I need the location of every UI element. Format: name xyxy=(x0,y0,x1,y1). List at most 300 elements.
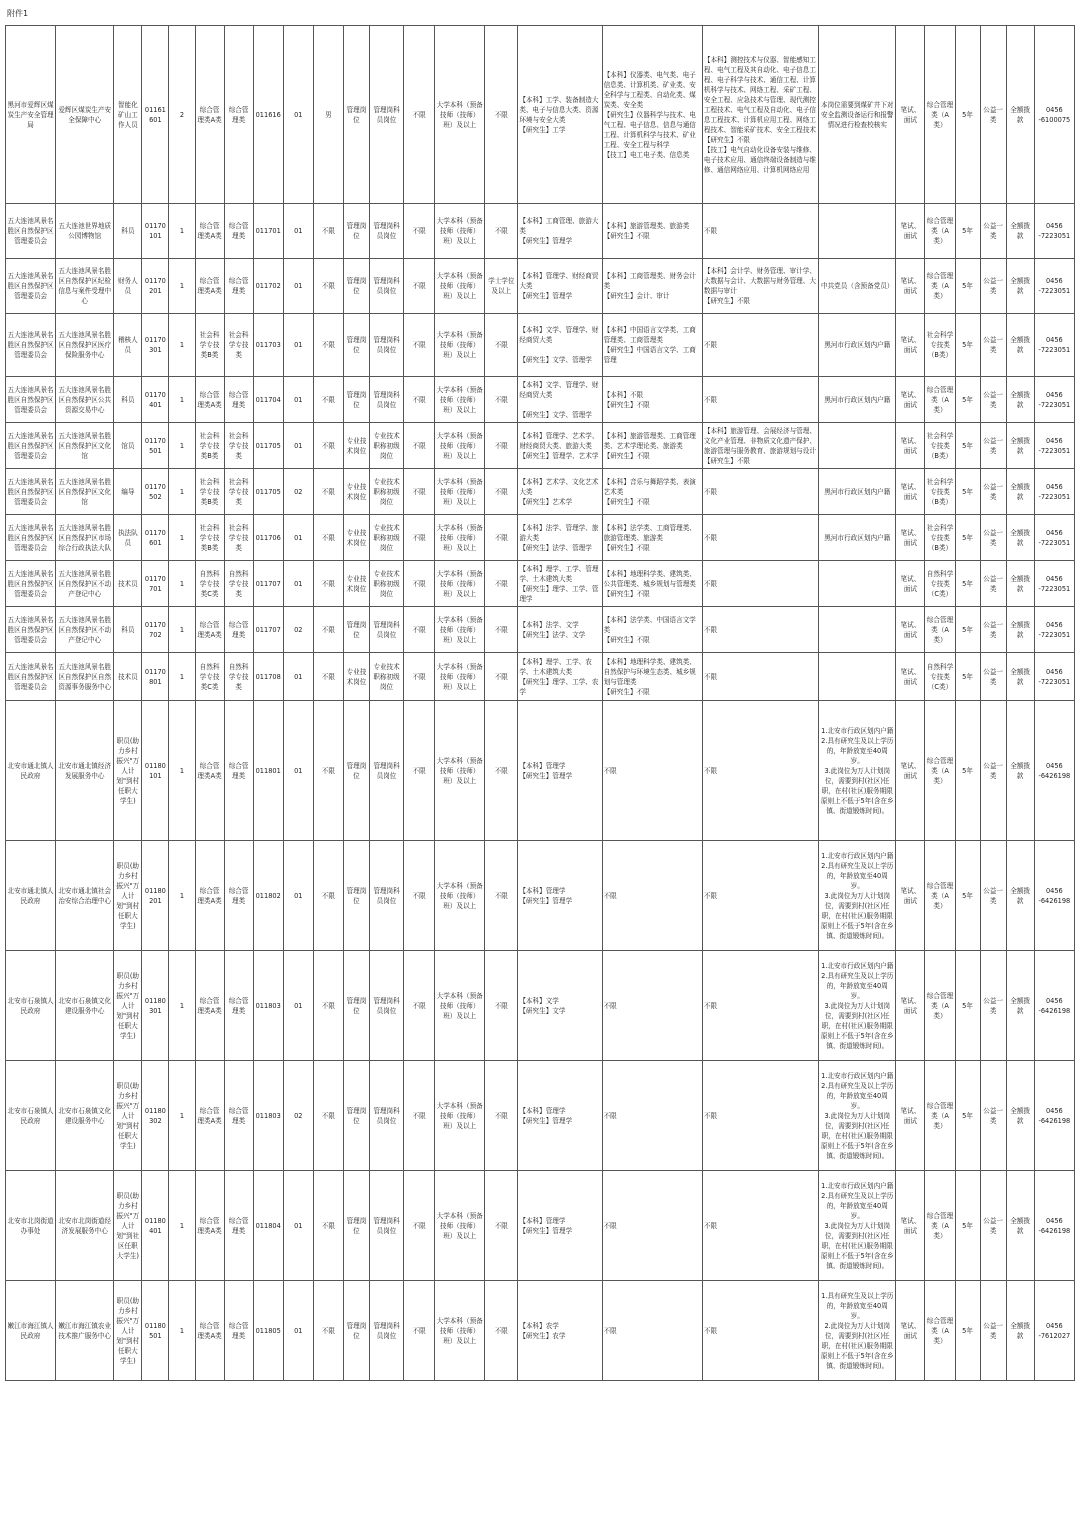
table-cell: 【本科】旅游管理类、旅游类 【研究生】不限 xyxy=(602,204,702,259)
table-row xyxy=(6,515,1075,561)
table-cell: 五大连池风景名胜区自然保护区管理委员会 xyxy=(6,259,56,314)
table-cell: 专业技术职称初级岗位 xyxy=(369,653,403,701)
table-cell: 0456 -6100075 xyxy=(1034,26,1074,204)
table-cell: 管理岗科员岗位 xyxy=(369,259,403,314)
annex-label: 附件1 xyxy=(7,9,29,18)
table-cell: 不限 xyxy=(485,1171,518,1281)
table-cell: 【本科】文学、管理学、财经商贸大类 【研究生】文学、管理学 xyxy=(518,377,602,423)
table-cell: 【本科】管理学 【研究生】管理学 xyxy=(518,1171,602,1281)
table-cell: 不限 xyxy=(313,951,343,1061)
table-cell: 不限 xyxy=(404,561,435,607)
table-row xyxy=(6,951,1075,1061)
table-cell: 综合管理类（A类） xyxy=(925,701,955,841)
table-cell: 职员(助力乡村振兴"万人计划"到村任职大学生) xyxy=(114,841,142,951)
table-cell: 公益一类 xyxy=(980,26,1006,204)
table-cell: 【本科】工商管理类、财务会计类 【研究生】会计、审计 xyxy=(602,259,702,314)
table-cell: 全额拨款 xyxy=(1006,377,1034,423)
table-cell: 专业技术岗位 xyxy=(343,515,369,561)
table-cell: 管理岗科员岗位 xyxy=(369,377,403,423)
table-cell: 01 xyxy=(283,1171,313,1281)
table-cell: 011707 xyxy=(253,607,283,653)
table-cell: 稽核人员 xyxy=(114,314,142,377)
table-cell: 社会科学专技类B类 xyxy=(195,469,224,515)
table-row xyxy=(6,1171,1075,1281)
table-cell: 公益一类 xyxy=(980,515,1006,561)
table-row xyxy=(6,1281,1075,1381)
table-row xyxy=(6,314,1075,377)
table-cell: 0456 -7223051 xyxy=(1034,607,1074,653)
table-cell: 社会科学专技类（B类） xyxy=(925,423,955,469)
table-cell: 不限 xyxy=(702,469,818,515)
table-cell: 01 xyxy=(283,377,313,423)
table-cell: 【本科】不限 【研究生】不限 xyxy=(602,377,702,423)
table-cell: 大学本科（预备技师（技师）班）及以上 xyxy=(435,314,485,377)
table-cell: 学士学位及以上 xyxy=(485,259,518,314)
table-cell: 011701 xyxy=(253,204,283,259)
table-cell: 职员(助力乡村振兴"万人计划"到社区任职大学生) xyxy=(114,1171,142,1281)
table-cell: 管理岗位 xyxy=(343,841,369,951)
table-cell: 01170601 xyxy=(142,515,169,561)
table-cell: 不限 xyxy=(313,701,343,841)
table-cell: 五大连池风景名胜区自然保护区管理委员会 xyxy=(6,515,56,561)
table-cell: 全额拨款 xyxy=(1006,423,1034,469)
table-cell: 0456 -6426198 xyxy=(1034,951,1074,1061)
table-cell: 公益一类 xyxy=(980,1171,1006,1281)
table-cell: 【本科】会计学、财务管理、审计学、大数据与会计、大数据与财务管理、大数据与审计 【研究生】不限 xyxy=(702,259,818,314)
table-cell: 综合管理类A类 xyxy=(195,204,224,259)
table-cell: 大学本科（预备技师（技师）班）及以上 xyxy=(435,423,485,469)
table-cell: 笔试、面试 xyxy=(896,1171,925,1281)
table-cell: 不限 xyxy=(404,701,435,841)
table-cell: 五大连池风景名胜区自然保护区管理委员会 xyxy=(6,204,56,259)
table-cell: 不限 xyxy=(313,1171,343,1281)
table-cell: 专业技术职称初级岗位 xyxy=(369,469,403,515)
table-cell: 社会科学专技类B类 xyxy=(195,515,224,561)
table-cell: 1.北安市行政区划内户籍 2.具有研究生及以上学历的，年龄放宽至40周岁。 3.此岗位为万人计划岗位，需要到村(社区)任职，在村(社区)服务期限原则上不低于5年(含在乡镇、街道锻炼时间)。 xyxy=(819,841,896,951)
table-cell: 01 xyxy=(283,951,313,1061)
table-cell: 不限 xyxy=(702,314,818,377)
table-row xyxy=(6,26,1075,204)
table-cell: 大学本科（预备技师（技师）班）及以上 xyxy=(435,204,485,259)
table-cell: 5年 xyxy=(955,701,980,841)
table-cell: 综合管理类 xyxy=(224,1061,253,1171)
table-cell: 全额拨款 xyxy=(1006,259,1034,314)
table-cell: 不限 xyxy=(404,951,435,1061)
table-row xyxy=(6,561,1075,607)
table-cell: 1 xyxy=(169,607,195,653)
table-cell: 1 xyxy=(169,1171,195,1281)
table-cell: 本岗位需要到煤矿井下对安全监测设备运行和报警情况进行检查校核实 xyxy=(819,26,896,204)
table-cell: 01 xyxy=(283,653,313,701)
table-cell: 不限 xyxy=(404,607,435,653)
table-cell: 管理岗位 xyxy=(343,951,369,1061)
table-cell: 五大连池风景名胜区自然保护区管理委员会 xyxy=(6,653,56,701)
table-cell: 不限 xyxy=(313,653,343,701)
table-cell: 管理岗位 xyxy=(343,377,369,423)
table-cell: 1 xyxy=(169,1281,195,1381)
table-cell: 管理岗位 xyxy=(343,26,369,204)
table-cell: 全额拨款 xyxy=(1006,204,1034,259)
table-cell: 【本科】艺术学、文化艺术大类 【研究生】艺术学 xyxy=(518,469,602,515)
table-cell: 笔试、面试 xyxy=(896,204,925,259)
table-cell: 专业技术岗位 xyxy=(343,561,369,607)
table-cell: 笔试、面试 xyxy=(896,515,925,561)
table-cell xyxy=(819,423,896,469)
table-cell: 管理岗科员岗位 xyxy=(369,26,403,204)
table-cell: 不限 xyxy=(404,259,435,314)
table-cell: 北安市石泉镇文化建设服务中心 xyxy=(56,1061,114,1171)
table-cell: 全额拨款 xyxy=(1006,1061,1034,1171)
table-cell: 北安市通北镇人民政府 xyxy=(6,841,56,951)
table-row xyxy=(6,1061,1075,1171)
table-cell: 中共党员（含预备党员） xyxy=(819,259,896,314)
table-cell: 不限 xyxy=(485,423,518,469)
table-cell: 全额拨款 xyxy=(1006,26,1034,204)
table-cell: 综合管理类 xyxy=(224,701,253,841)
table-cell: 五大连池风景名胜区自然保护区管理委员会 xyxy=(6,469,56,515)
table-cell: 五大连池风景名胜区自然保护区管理委员会 xyxy=(6,314,56,377)
table-cell: 1 xyxy=(169,314,195,377)
table-cell: 管理岗科员岗位 xyxy=(369,607,403,653)
table-cell: 不限 xyxy=(485,469,518,515)
table-cell: 0456 -7223051 xyxy=(1034,561,1074,607)
table-cell: 011801 xyxy=(253,701,283,841)
table-cell: 1 xyxy=(169,951,195,1061)
table-cell: 01170502 xyxy=(142,469,169,515)
table-cell: 全额拨款 xyxy=(1006,607,1034,653)
table-cell: 011702 xyxy=(253,259,283,314)
table-cell: 1.北安市行政区划内户籍 2.具有研究生及以上学历的，年龄放宽至40周岁。 3.此岗位为万人计划岗位，需要到村(社区)任职，在村(社区)服务期限原则上不低于5年(含在乡镇、街道锻炼时间)。 xyxy=(819,951,896,1061)
table-cell: 5年 xyxy=(955,515,980,561)
table-cell: 不限 xyxy=(602,1171,702,1281)
table-cell: 北安市北岗街道办事处 xyxy=(6,1171,56,1281)
table-cell: 0456 -7223051 xyxy=(1034,259,1074,314)
table-cell: 综合管理类（A类） xyxy=(925,204,955,259)
table-cell: 不限 xyxy=(404,841,435,951)
table-cell: 不限 xyxy=(702,701,818,841)
table-cell: 不限 xyxy=(485,951,518,1061)
table-cell: 01170702 xyxy=(142,607,169,653)
table-cell: 社会科学专技类 xyxy=(224,314,253,377)
table-cell: 全额拨款 xyxy=(1006,561,1034,607)
table-cell: 笔试、面试 xyxy=(896,841,925,951)
table-cell: 综合管理类A类 xyxy=(195,259,224,314)
table-cell: 五大连池风景名胜区自然保护区文化馆 xyxy=(56,423,114,469)
table-cell: 综合管理类A类 xyxy=(195,607,224,653)
table-cell: 大学本科（预备技师（技师）班）及以上 xyxy=(435,1281,485,1381)
table-cell: 不限 xyxy=(485,561,518,607)
table-cell: 公益一类 xyxy=(980,314,1006,377)
table-cell: 不限 xyxy=(404,469,435,515)
table-cell: 笔试、面试 xyxy=(896,701,925,841)
table-cell: 大学本科（预备技师（技师）班）及以上 xyxy=(435,469,485,515)
table-cell: 笔试、面试 xyxy=(896,1061,925,1171)
table-cell: 不限 xyxy=(602,951,702,1061)
table-cell: 1.具有研究生及以上学历的，年龄放宽至40周岁。 2.此岗位为万人计划岗位，需要到村(社区)任职，在村(社区)服务期限原则上不低于5年(含在乡镇、街道锻炼时间)。 xyxy=(819,1281,896,1381)
table-cell: 不限 xyxy=(485,1061,518,1171)
table-cell: 综合管理类（A类） xyxy=(925,26,955,204)
table-cell: 全额拨款 xyxy=(1006,469,1034,515)
table-cell: 不限 xyxy=(313,259,343,314)
table-cell: 5年 xyxy=(955,561,980,607)
table-cell: 0456 -6426198 xyxy=(1034,841,1074,951)
table-cell: 管理岗科员岗位 xyxy=(369,841,403,951)
table-cell: 管理岗科员岗位 xyxy=(369,1061,403,1171)
table-cell: 1 xyxy=(169,377,195,423)
table-cell: 011703 xyxy=(253,314,283,377)
table-cell: 公益一类 xyxy=(980,561,1006,607)
table-row xyxy=(6,469,1075,515)
table-cell: 智能化矿山工作人员 xyxy=(114,26,142,204)
table-cell: 不限 xyxy=(702,1061,818,1171)
table-cell: 全额拨款 xyxy=(1006,1171,1034,1281)
table-cell: 管理岗科员岗位 xyxy=(369,1171,403,1281)
table-cell: 01161601 xyxy=(142,26,169,204)
table-cell: 1 xyxy=(169,1061,195,1171)
table-cell: 不限 xyxy=(404,653,435,701)
table-cell: 公益一类 xyxy=(980,377,1006,423)
table-cell: 自然科学专技类C类 xyxy=(195,653,224,701)
table-cell: 【本科】工学、装备制造大类、电子与信息大类、资源环境与安全大类 【研究生】工学 xyxy=(518,26,602,204)
table-row xyxy=(6,607,1075,653)
table-cell: 不限 xyxy=(702,1171,818,1281)
table-cell: 不限 xyxy=(404,377,435,423)
table-cell: 黑河市行政区划内户籍 xyxy=(819,314,896,377)
table-cell xyxy=(819,561,896,607)
table-cell: 职员(助力乡村振兴"万人计划"到村任职大学生) xyxy=(114,1061,142,1171)
table-cell: 嫩江市海江镇农业技术推广服务中心 xyxy=(56,1281,114,1381)
table-cell: 专业技术职称初级岗位 xyxy=(369,561,403,607)
table-cell: 五大连池风景名胜区自然保护区管理委员会 xyxy=(6,607,56,653)
table-cell: 01180201 xyxy=(142,841,169,951)
table-cell: 0456 -6426198 xyxy=(1034,1171,1074,1281)
table-cell: 笔试、面试 xyxy=(896,26,925,204)
table-cell: 01 xyxy=(283,515,313,561)
table-cell: 综合管理类A类 xyxy=(195,841,224,951)
table-cell: 不限 xyxy=(313,469,343,515)
table-cell: 不限 xyxy=(485,26,518,204)
table-cell: 【本科】管理学 【研究生】管理学 xyxy=(518,1061,602,1171)
table-cell: 综合管理类 xyxy=(224,204,253,259)
table-cell: 1 xyxy=(169,259,195,314)
table-cell: 综合管理类（A类） xyxy=(925,1061,955,1171)
table-cell: 1 xyxy=(169,653,195,701)
table-cell: 5年 xyxy=(955,204,980,259)
table-cell: 01180401 xyxy=(142,1171,169,1281)
table-cell: 0456 -7223051 xyxy=(1034,653,1074,701)
table-cell: 01180101 xyxy=(142,701,169,841)
table-cell: 黑河市行政区划内户籍 xyxy=(819,469,896,515)
table-cell: 01170801 xyxy=(142,653,169,701)
table-cell: 社会科学专技类B类 xyxy=(195,423,224,469)
table-cell: 5年 xyxy=(955,26,980,204)
table-cell: 不限 xyxy=(602,1061,702,1171)
table-cell: 不限 xyxy=(404,314,435,377)
table-cell: 不限 xyxy=(485,515,518,561)
table-cell: 综合管理类 xyxy=(224,1171,253,1281)
table-cell: 【本科】管理学、艺术学、财经商贸大类、旅游大类 【研究生】管理学、艺术学 xyxy=(518,423,602,469)
table-cell: 不限 xyxy=(313,1061,343,1171)
table-cell: 综合管理类（A类） xyxy=(925,1281,955,1381)
table-cell: 公益一类 xyxy=(980,1061,1006,1171)
table-cell: 男 xyxy=(313,26,343,204)
table-cell: 综合管理类 xyxy=(224,259,253,314)
table-cell: 大学本科（预备技师（技师）班）及以上 xyxy=(435,515,485,561)
table-cell: 5年 xyxy=(955,1281,980,1381)
table-cell: 北安市石泉镇人民政府 xyxy=(6,1061,56,1171)
table-cell: 技术员 xyxy=(114,561,142,607)
table-row xyxy=(6,377,1075,423)
table-cell: 不限 xyxy=(602,841,702,951)
table-cell: 【本科】文学、管理学、财经商贸大类 【研究生】文学、管理学 xyxy=(518,314,602,377)
table-row xyxy=(6,204,1075,259)
table-cell: 011705 xyxy=(253,469,283,515)
table-cell: 01 xyxy=(283,561,313,607)
table-cell: 5年 xyxy=(955,1061,980,1171)
table-cell: 不限 xyxy=(702,951,818,1061)
table-cell: 科员 xyxy=(114,607,142,653)
table-cell: 综合管理类（A类） xyxy=(925,259,955,314)
table-cell: 不限 xyxy=(485,1281,518,1381)
table-cell: 管理岗位 xyxy=(343,607,369,653)
table-row xyxy=(6,259,1075,314)
table-cell: 【本科】法学类、工商管理类、旅游管理类、旅游类 【研究生】不限 xyxy=(602,515,702,561)
table-cell: 2 xyxy=(169,26,195,204)
table-cell: 0456 -7223051 xyxy=(1034,314,1074,377)
table-cell: 五大连池风景名胜区自然保护区自然资源事务服务中心 xyxy=(56,653,114,701)
table-cell: 职员(助力乡村振兴"万人计划"到村任职大学生) xyxy=(114,701,142,841)
table-row xyxy=(6,701,1075,841)
table-cell: 公益一类 xyxy=(980,469,1006,515)
table-cell: 不限 xyxy=(702,204,818,259)
table-cell: 011707 xyxy=(253,561,283,607)
table-cell: 自然科学专技类 xyxy=(224,653,253,701)
table-cell: 【本科】法学、文学 【研究生】法学、文学 xyxy=(518,607,602,653)
table-cell: 011616 xyxy=(253,26,283,204)
table-cell: 社会科学专技类 xyxy=(224,515,253,561)
table-cell: 不限 xyxy=(313,515,343,561)
table-cell: 01 xyxy=(283,701,313,841)
table-cell: 综合管理类 xyxy=(224,377,253,423)
table-cell: 【本科】仪器类、电气类、电子信息类、计算机类、矿业类、安全科学与工程类、自动化类、煤炭类、安全类 【研究生】仪器科学与技术、电气工程、电子信息、信息与通信工程、计算机科学与技术、矿业工程、安全工程与科学 【技工】电工电子类、信息类 xyxy=(602,26,702,204)
table-cell: 北安市北岗街道经济发展服务中心 xyxy=(56,1171,114,1281)
table-cell: 管理岗科员岗位 xyxy=(369,314,403,377)
table-cell: 自然科学专技类（C类） xyxy=(925,653,955,701)
table-cell: 02 xyxy=(283,607,313,653)
table-cell: 5年 xyxy=(955,1171,980,1281)
table-cell: 全额拨款 xyxy=(1006,951,1034,1061)
table-cell: 不限 xyxy=(313,561,343,607)
table-cell: 011705 xyxy=(253,423,283,469)
table-cell: 公益一类 xyxy=(980,423,1006,469)
table-cell: 不限 xyxy=(485,701,518,841)
table-row xyxy=(6,653,1075,701)
table-cell: 5年 xyxy=(955,259,980,314)
table-cell: 大学本科（预备技师（技师）班）及以上 xyxy=(435,701,485,841)
table-cell: 02 xyxy=(283,469,313,515)
table-cell: 不限 xyxy=(702,607,818,653)
table-cell: 管理岗位 xyxy=(343,314,369,377)
table-cell: 011708 xyxy=(253,653,283,701)
table-cell: 综合管理类 xyxy=(224,951,253,1061)
table-cell: 1 xyxy=(169,204,195,259)
table-cell: 公益一类 xyxy=(980,951,1006,1061)
table-cell: 北安市通北镇经济发展服务中心 xyxy=(56,701,114,841)
table-cell: 01 xyxy=(283,841,313,951)
table-cell: 1 xyxy=(169,515,195,561)
table-cell: 【本科】管理学 【研究生】管理学 xyxy=(518,841,602,951)
table-cell: 【本科】农学 【研究生】农学 xyxy=(518,1281,602,1381)
table-cell: 01180302 xyxy=(142,1061,169,1171)
table-cell: 馆员 xyxy=(114,423,142,469)
table-cell: 01180501 xyxy=(142,1281,169,1381)
table-cell: 不限 xyxy=(404,1281,435,1381)
table-cell: 1 xyxy=(169,841,195,951)
table-cell: 笔试、面试 xyxy=(896,607,925,653)
table-cell: 专业技术职称初级岗位 xyxy=(369,423,403,469)
table-cell: 科员 xyxy=(114,377,142,423)
table-cell: 不限 xyxy=(313,841,343,951)
table-cell: 五大连池风景名胜区自然保护区文化馆 xyxy=(56,469,114,515)
table-cell: 01 xyxy=(283,259,313,314)
table-cell: 5年 xyxy=(955,377,980,423)
table-cell: 1 xyxy=(169,561,195,607)
table-cell: 1 xyxy=(169,469,195,515)
table-cell: 【本科】法学、管理学、旅游大类 【研究生】法学、管理学 xyxy=(518,515,602,561)
table-cell: 五大连池风景名胜区自然保护区管理委员会 xyxy=(6,377,56,423)
table-cell xyxy=(819,653,896,701)
table-cell: 【本科】工商管理、旅游大类 【研究生】管理学 xyxy=(518,204,602,259)
table-cell: 0456 -6426198 xyxy=(1034,701,1074,841)
table-cell: 01170201 xyxy=(142,259,169,314)
table-cell: 1 xyxy=(169,701,195,841)
table-cell: 管理岗位 xyxy=(343,701,369,841)
table-cell: 01 xyxy=(283,314,313,377)
table-cell: 公益一类 xyxy=(980,1281,1006,1381)
table-cell: 五大连池世界地质公园博物馆 xyxy=(56,204,114,259)
table-cell: 不限 xyxy=(485,841,518,951)
table-cell: 01170101 xyxy=(142,204,169,259)
table-cell: 笔试、面试 xyxy=(896,314,925,377)
table-cell: 笔试、面试 xyxy=(896,561,925,607)
table-cell: 1.北安市行政区划内户籍 2.具有研究生及以上学历的，年龄放宽至40周岁。 3.此岗位为万人计划岗位，需要到村(社区)任职，在村(社区)服务期限原则上不低于5年(含在乡镇、街道锻炼时间)。 xyxy=(819,1061,896,1171)
table-cell: 管理岗位 xyxy=(343,204,369,259)
table-cell: 执法队员 xyxy=(114,515,142,561)
table-cell: 5年 xyxy=(955,951,980,1061)
table-cell: 011805 xyxy=(253,1281,283,1381)
table-cell: 不限 xyxy=(485,314,518,377)
table-cell: 【本科】文学 【研究生】文学 xyxy=(518,951,602,1061)
table-cell: 不限 xyxy=(404,204,435,259)
table-cell: 综合管理类 xyxy=(224,1281,253,1381)
table-cell: 不限 xyxy=(313,1281,343,1381)
table-cell: 五大连池风景名胜区自然保护区公共资源交易中心 xyxy=(56,377,114,423)
table-cell: 专业技术职称初级岗位 xyxy=(369,515,403,561)
table-cell: 不限 xyxy=(702,377,818,423)
table-cell: 【本科】法学类、中国语言文学类 【研究生】不限 xyxy=(602,607,702,653)
table-cell: 不限 xyxy=(485,653,518,701)
table-cell: 1.北安市行政区划内户籍 2.具有研究生及以上学历的，年龄放宽至40周岁。 3.此岗位为万人计划岗位，需要到村(社区)任职，在村(社区)服务期限原则上不低于5年(含在乡镇、街道锻炼时间)。 xyxy=(819,1171,896,1281)
table-cell: 5年 xyxy=(955,653,980,701)
table-cell: 五大连池风景名胜区自然保护区医疗保险服务中心 xyxy=(56,314,114,377)
table-cell: 五大连池风景名胜区自然保护区管理委员会 xyxy=(6,423,56,469)
table-cell: 不限 xyxy=(485,377,518,423)
table-cell: 综合管理类 xyxy=(224,607,253,653)
table-cell: 不限 xyxy=(702,515,818,561)
table-cell: 五大连池风景名胜区自然保护区管理委员会 xyxy=(6,561,56,607)
table-cell: 011704 xyxy=(253,377,283,423)
table-cell: 管理岗位 xyxy=(343,1061,369,1171)
